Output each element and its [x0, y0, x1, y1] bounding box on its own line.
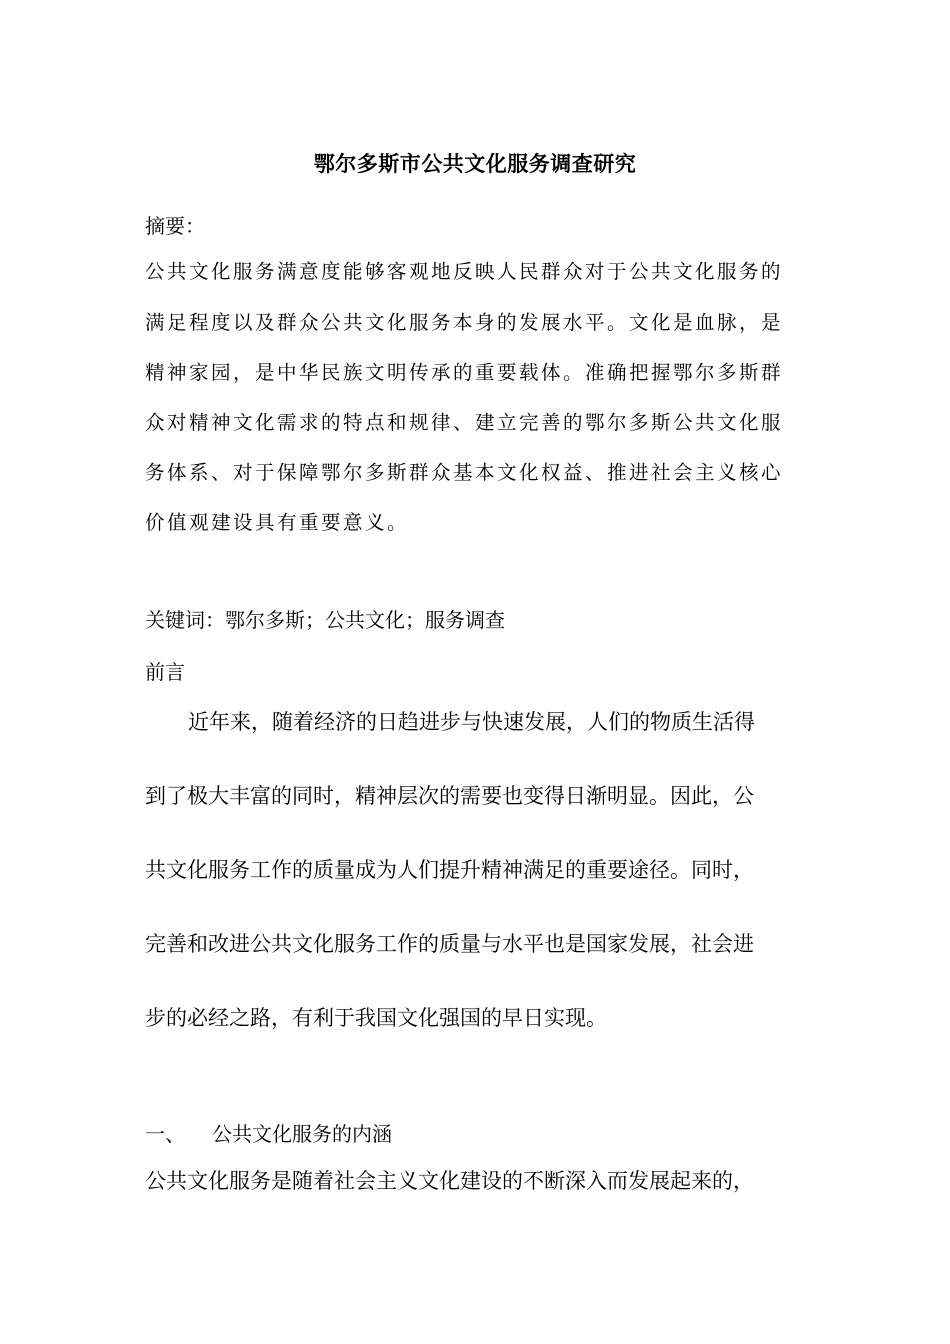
preface-heading: 前言: [145, 660, 185, 684]
section-body-line: 公共文化服务是随着社会主义文化建设的不断深入而发展起来的，: [145, 1169, 754, 1193]
preface-line: 到了极大丰富的同时，精神层次的需要也变得日渐明显。因此，公: [145, 784, 754, 808]
abstract-line: 众对精神文化需求的特点和规律、建立完善的鄂尔多斯公共文化服: [145, 411, 784, 434]
abstract-line: 精神家园，是中华民族文明传承的重要载体。准确把握鄂尔多斯群: [145, 361, 784, 384]
abstract-line: 满足程度以及群众公共文化服务本身的发展水平。文化是血脉，是: [145, 311, 784, 334]
preface-line: 共文化服务工作的质量成为人们提升精神满足的重要途径。同时，: [145, 858, 754, 882]
abstract-heading: 摘要：: [145, 214, 205, 238]
section-title: 公共文化服务的内涵: [212, 1122, 392, 1146]
preface-line: 近年来，随着经济的日趋进步与快速发展，人们的物质生活得: [188, 710, 755, 734]
keywords: 关键词：鄂尔多斯；公共文化；服务调查: [145, 608, 505, 632]
preface-line: 步的必经之路，有利于我国文化强国的早日实现。: [145, 1006, 607, 1030]
abstract-line: 价值观建设具有重要意义。: [145, 511, 410, 534]
document-title: 鄂尔多斯市公共文化服务调查研究: [313, 151, 637, 176]
abstract-line: 务体系、对于保障鄂尔多斯群众基本文化权益、推进社会主义核心: [145, 461, 784, 484]
preface-line: 完善和改进公共文化服务工作的质量与水平也是国家发展，社会进: [145, 932, 754, 956]
section-number: 一、: [145, 1122, 185, 1146]
abstract-line: 公共文化服务满意度能够客观地反映人民群众对于公共文化服务的: [145, 260, 784, 283]
